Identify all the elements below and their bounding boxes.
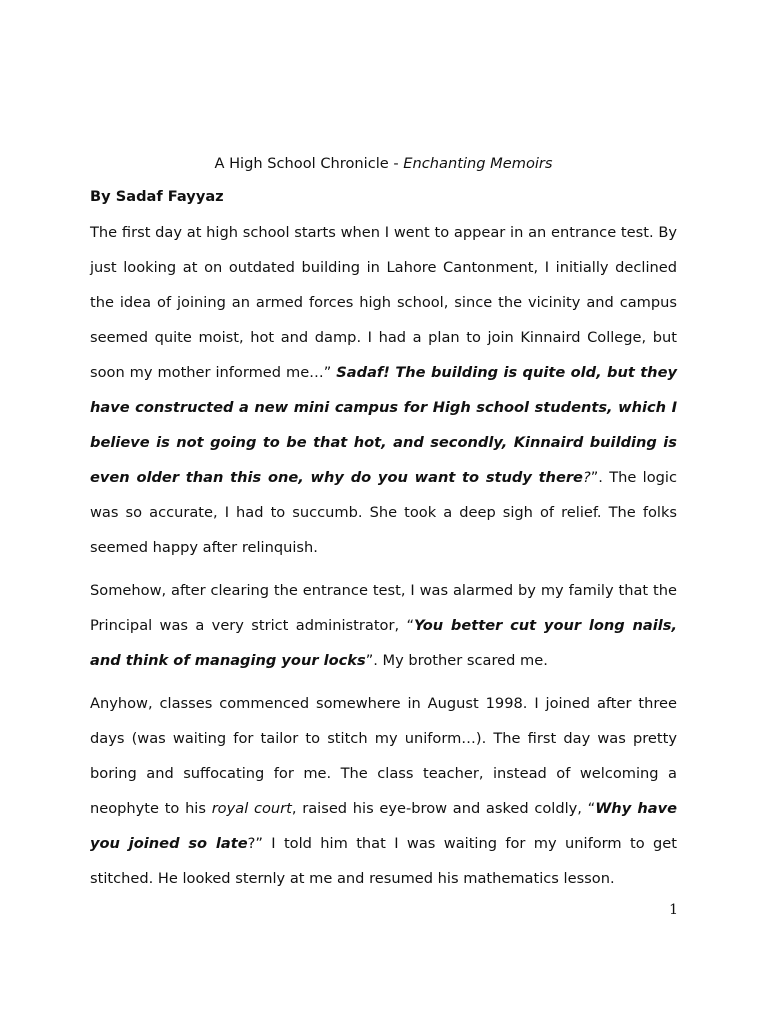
title-main: A High School Chronicle -: [214, 155, 404, 172]
document-title: [90, 152, 677, 176]
author-byline: By Sadaf Fayyaz: [90, 188, 224, 205]
paragraph-3-text-b: , raised his eye-brow and asked coldly, “: [291, 800, 596, 817]
paragraph-2: [90, 573, 677, 678]
document-body: [90, 152, 677, 896]
paragraph-3: [90, 686, 677, 896]
paragraph-2-text-a: Somehow, after clearing the entrance test, I was alarmed by my family that the Principal was a very strict administrator, “: [90, 582, 677, 634]
paragraph-2-text-b: ”. My brother scared me.: [365, 652, 548, 669]
paragraph-3-text-c: ?” I told him that I was waiting for my uniform to get stitched. He looked sternly at me and resumed his mathematics lesson.: [90, 835, 677, 887]
title-subtitle: Enchanting Memoirs: [403, 155, 553, 172]
paragraph-1-quote-mark: ?: [582, 469, 591, 486]
paragraph-1-quote: Sadaf! The building is quite old, but they have constructed a new mini campus for High school students, which I believe is not going to be that hot, and secondly, Kinnaird building is even older than this one, why do you want to study there: [90, 364, 677, 486]
paragraph-1-text-a: The first day at high school starts when I went to appear in an entrance test. By just looking at on outdated building in Lahore Cantonment, I initially declined the idea of joining an armed forces high school, since the vicinity and campus seemed quite moist, hot and damp. I had a plan to join Kinnaird College, but soon my mother informed me…”: [90, 224, 677, 381]
paragraph-1: [90, 215, 677, 565]
page-number: 1: [669, 902, 678, 918]
paragraph-3-italic: royal court: [211, 800, 292, 817]
paragraph-3-quote: Why have you joined so late: [90, 800, 677, 852]
paragraph-1-text-b: ”. The logic was so accurate, I had to succumb. She took a deep sigh of relief. The folks seemed happy after relinquish.: [90, 469, 677, 556]
paragraph-2-quote: You better cut your long nails, and think of managing your locks: [90, 617, 677, 669]
paragraph-3-text-a: Anyhow, classes commenced somewhere in August 1998. I joined after three days (was waiting for tailor to stitch my uniform…). The first day was pretty boring and suffocating for me. The class teacher, instead of welcoming a neophyte to his: [90, 695, 677, 817]
